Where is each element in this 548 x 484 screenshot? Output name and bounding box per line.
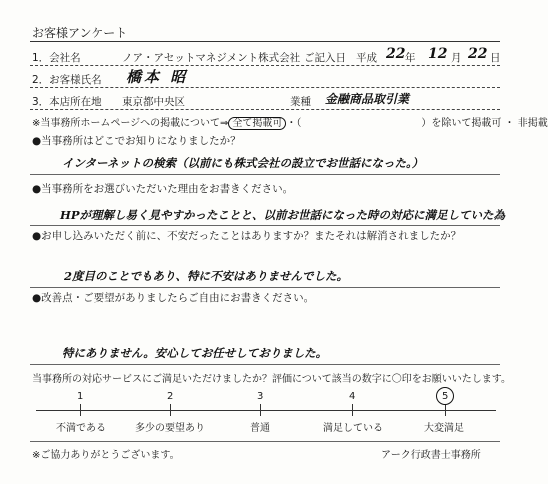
date-month: 12	[428, 46, 448, 62]
consent-prefix: ※当事務所ホームページへの掲載について⇒	[32, 118, 229, 129]
answer-2-rule	[30, 225, 500, 226]
date-year: 22	[386, 46, 406, 62]
row2-rule	[30, 87, 500, 88]
answer-2: HPが理解し易く見やすかったことと、以前お世話になった時の対応に満足していた為	[60, 208, 506, 222]
scale-num-1[interactable]: 1	[77, 391, 84, 402]
consent-line	[32, 114, 548, 129]
consent-suffix: ）を除いて掲載可 ・ 非掲載	[421, 118, 548, 129]
date-day-unit: 日	[490, 52, 501, 64]
satisfaction-prompt: 当事務所の対応サービスにご満足いただけましたか？評価について該当の数字に〇印をお願いいたします。	[32, 374, 511, 385]
form-title: お客様アンケート	[32, 26, 128, 40]
answer-4: 特にありません。安心してお任せしておりました。	[62, 346, 328, 360]
row3-rule	[30, 109, 500, 110]
scale-label-4: 満足している	[323, 423, 383, 434]
question-3: ●お申し込みいただく前に、不安だったことはありますか？またそれは解消されましたか？	[32, 230, 462, 242]
footer-rule	[30, 441, 500, 442]
question-4: ●改善点・ご要望がありましたらご自由にお書きください。	[32, 292, 315, 304]
answer-1-rule	[30, 174, 500, 175]
date-era: 平成	[356, 52, 377, 64]
scale-tick-3	[260, 404, 261, 416]
date-month-unit: 月	[451, 52, 462, 64]
scale-tick-5	[445, 404, 446, 416]
location-value: 東京都中央区	[122, 96, 185, 108]
name-value: 橋本 昭	[126, 68, 189, 86]
selected-circle	[436, 387, 454, 405]
industry-value: 金融商品取引業	[325, 92, 410, 106]
industry-label: 業種	[290, 96, 311, 108]
consent-selected: 全て掲載可	[228, 117, 286, 130]
title-rule	[30, 41, 500, 42]
scale-label-5: 大変満足	[424, 423, 464, 434]
scale-tick-1	[80, 404, 81, 416]
date-label: ご記入日	[304, 52, 346, 64]
scale-tick-4	[352, 404, 353, 416]
footer-thanks: ※ご協力ありがとうございます。	[32, 450, 180, 461]
name-label: 2．お客様氏名	[32, 74, 102, 86]
scale-num-3[interactable]: 3	[257, 391, 264, 402]
footer-office: アーク行政書士事務所	[381, 450, 481, 461]
scale-label-3: 普通	[250, 423, 270, 434]
date-day: 22	[468, 46, 488, 62]
scale-label-2: 多少の要望あり	[135, 423, 205, 434]
scale-num-5[interactable]: 5	[442, 391, 449, 402]
answer-3-rule	[30, 287, 500, 288]
question-1: ●当事務所はどこでお知りになりましたか？	[32, 135, 241, 147]
company-value: ノア・アセットマネジメント株式会社	[122, 52, 301, 64]
company-label: 1．会社名	[32, 52, 81, 64]
location-label: 3．本店所在地	[32, 96, 102, 108]
scale-tick-2	[170, 404, 171, 416]
scale-label-1: 不満である	[56, 423, 106, 434]
scale-axis	[36, 410, 496, 411]
scale-num-4[interactable]: 4	[349, 391, 356, 402]
question-2: ●当事務所をお選びいただいた理由をお書きください。	[32, 183, 294, 195]
row1-rule	[30, 65, 500, 66]
consent-middle: ・（	[286, 118, 302, 129]
answer-1: インターネットの検索（以前にも株式会社の設立でお世話になった。）	[62, 156, 424, 170]
date-year-unit: 年	[405, 52, 416, 64]
scale-num-2[interactable]: 2	[167, 391, 174, 402]
answer-4-rule	[30, 364, 500, 365]
answer-3: 2度目のことでもあり、特に不安はありませんでした。	[64, 269, 348, 283]
